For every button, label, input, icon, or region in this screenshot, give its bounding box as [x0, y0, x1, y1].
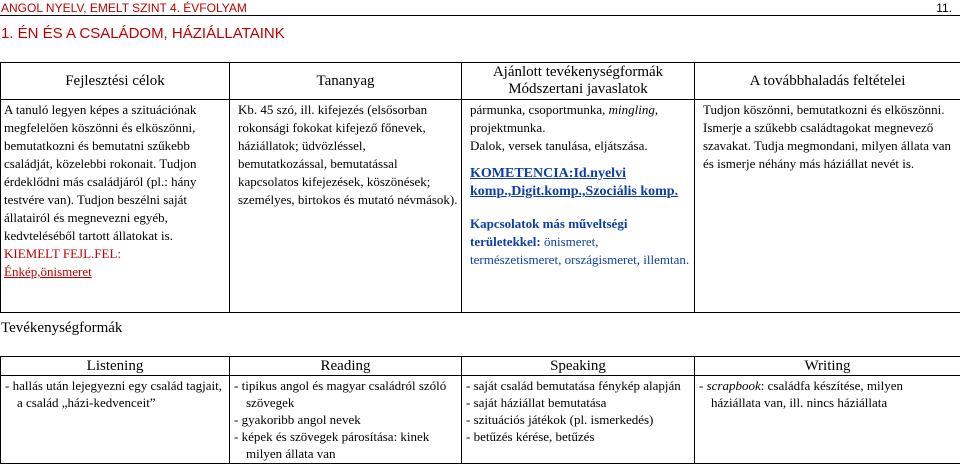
mingling-term: mingling: [609, 102, 655, 117]
writing-item: - scrapbook: családfa készítése, milyen háziállata van, ill. nincs háziállata: [699, 377, 956, 411]
cell-tovabbhaladas: [695, 100, 960, 313]
songs-text: Dalok, versek tanulása, eljátszása.: [470, 137, 691, 155]
kiemelt-label: KIEMELT FEJL.FEL:: [4, 245, 226, 263]
skills-content-row: [1, 376, 960, 464]
header-divider: [0, 15, 960, 16]
cell-reading: [230, 376, 462, 464]
cell-speaking: [462, 376, 695, 464]
scrapbook-term: scrapbook: [707, 378, 761, 393]
enkep-label: Énkép,önismeret: [4, 263, 226, 281]
speaking-item: - saját család bemutatása fénykép alapján: [466, 377, 690, 394]
tovabbhaladas-text-2: Tudja megmondani, milyen állata van és ismerje néhány más háziállat nevét is.: [703, 138, 951, 171]
kompetencia-label: KOMETENCIA:Id.nyelvi komp.,Digit.komp.,Szociális komp.: [470, 165, 691, 201]
kapcsolatok-value: önismeret, természetismeret, országismeret, illemtan.: [470, 234, 689, 267]
speaking-item: - betűzés kérése, betűzés: [466, 428, 690, 445]
cell-fejlesztesi-celok: [1, 100, 230, 313]
header-fejlesztesi-celok: Fejlesztési célok: [1, 63, 230, 100]
speaking-item: - saját háziállat bemutatása: [466, 394, 690, 411]
header-tevekenysegformak-line1: Ajánlott tevékenységformák: [465, 64, 691, 81]
reading-item: - gyakoribb angol nevek: [234, 411, 457, 428]
skills-table: [0, 356, 960, 464]
cell-listening: [1, 376, 230, 464]
kapcsolatok-label: Kapcsolatok más műveltségi területekkel:: [470, 216, 627, 249]
tovabbhaladas-text-1: Tudjon köszönni, bemutatkozni és elköszönni. Ismerje a szűkebb családtagokat megnevező szavakat.: [703, 102, 944, 153]
header-tevekenysegformak-line2: Módszertani javaslatok: [465, 81, 691, 98]
header-speaking: Speaking: [462, 357, 695, 376]
curriculum-content-row: [1, 100, 960, 313]
reading-item: - tipikus angol és magyar családról szóló szövegek: [234, 377, 457, 411]
cell-tevekenysegformak: [462, 100, 695, 313]
listening-item: - hallás után lejegyezni egy család tagjait, a család „házi-kedvenceit”: [5, 377, 225, 411]
header-reading: Reading: [230, 357, 462, 376]
document-header-title: ANGOL NYELV, EMELT SZINT 4. ÉVFOLYAM: [1, 1, 247, 15]
header-tananyag: Tananyag: [230, 63, 462, 100]
skills-header-row: [1, 357, 960, 376]
header-tovabbhaladas: A továbbhaladás feltételei: [695, 63, 960, 100]
cell-tananyag: [230, 100, 462, 313]
page-number: 11.: [936, 1, 952, 15]
tananyag-text: Kb. 45 szó, ill. kifejezés (elsősorban rokonsági fokokat kifejező főnevek, háziállatok; üdvözléssel, bemutatkozással, bemutatással kapcsolatos kifejezések, köszönések; személyes, birtokos és mutató névmások).: [238, 102, 458, 207]
goals-text: A tanuló legyen képes a szituációnak megfelelően köszönni és elköszönni, bemutatkozni és bemutatni szűkebb családját, közelebbi rokonait. Tudjon érdeklődni más családjáról (pl.: hány testvére van). Tudjon beszélni saját állatairól és megnevezni egyéb, kedvteléséből tartott állatokat is.: [4, 102, 196, 243]
reading-item: - képek és szövegek párosítása: kinek milyen állata van: [234, 428, 457, 462]
tevekenysegformak-title: Tevékenységformák: [1, 320, 122, 337]
cell-writing: [695, 376, 960, 464]
kapcsolatok-text: [470, 215, 691, 269]
header-tevekenysegformak: [462, 63, 695, 100]
curriculum-header-row: [1, 63, 960, 100]
header-writing: Writing: [695, 357, 960, 376]
speaking-item: - szituációs játékok (pl. ismerkedés): [466, 411, 690, 428]
section-title: 1. ÉN ÉS A CSALÁDOM, HÁZIÁLLATAINK: [1, 25, 285, 42]
header-listening: Listening: [1, 357, 230, 376]
activity-forms-text: pármunka, csoportmunka, mingling, projektmunka.: [470, 101, 691, 137]
curriculum-table: [0, 62, 960, 313]
